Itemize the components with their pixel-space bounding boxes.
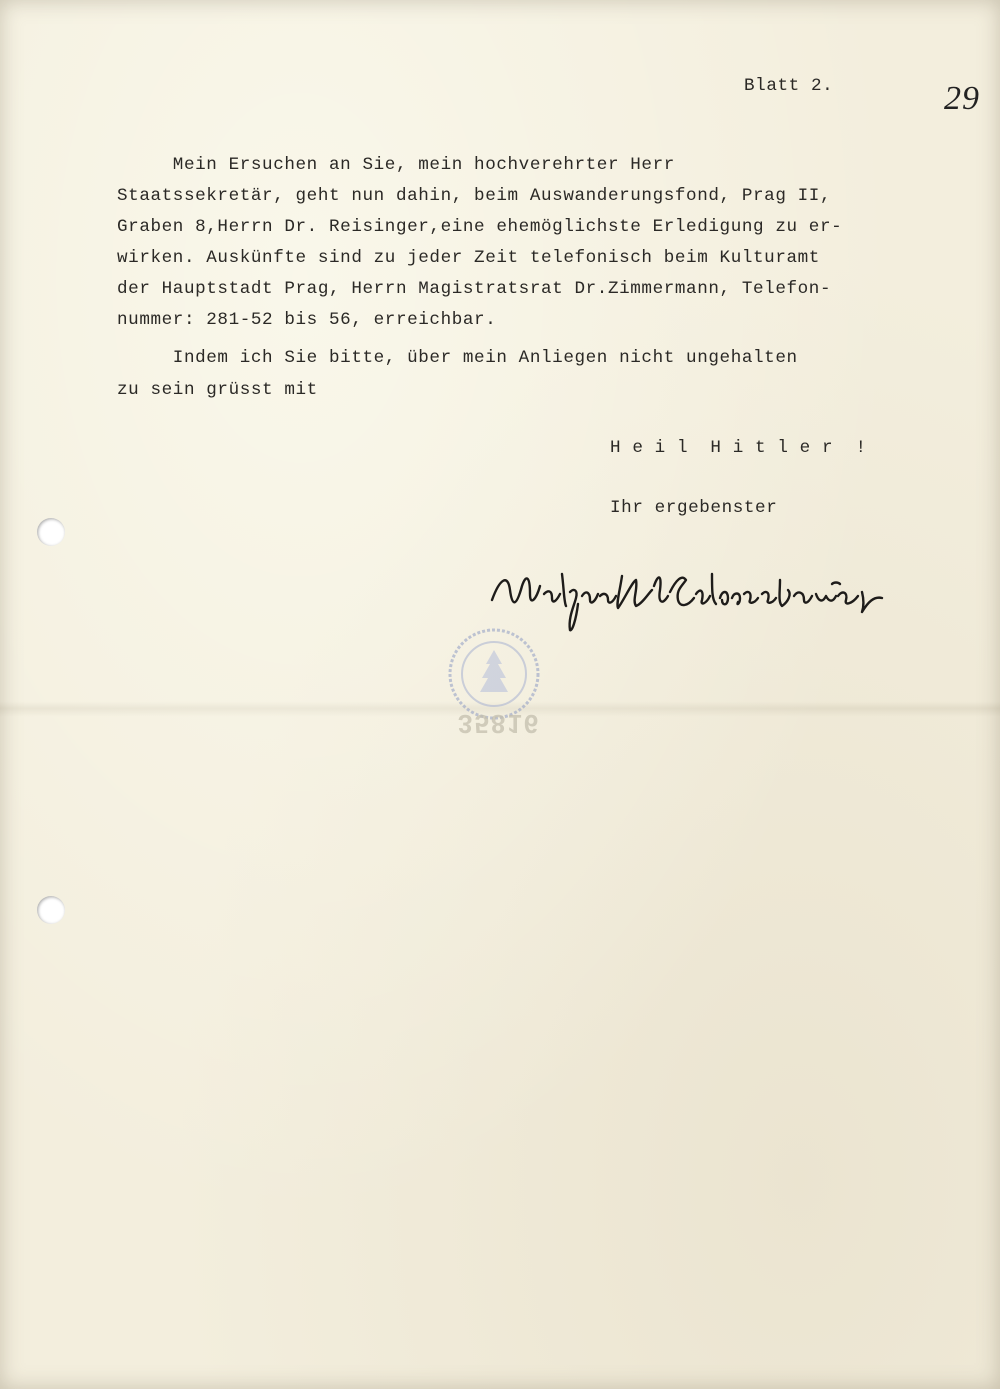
text-line: der Hauptstadt Prag, Herrn Magistratsrat Dr.Zimmermann, Telefon- xyxy=(117,279,832,299)
text-line: zu sein grüsst mit xyxy=(117,380,318,400)
text-line: Indem ich Sie bitte, über mein Anliegen nicht ungehalten xyxy=(117,348,798,368)
punch-hole xyxy=(37,896,65,924)
text-line: wirken. Auskünfte sind zu jeder Zeit telefonisch beim Kulturamt xyxy=(117,248,820,268)
folio-number: 29 xyxy=(944,80,980,117)
sheet-label: Blatt 2. xyxy=(744,76,834,96)
punch-hole xyxy=(37,518,65,546)
text-line: Staatssekretär, geht nun dahin, beim Auswanderungsfond, Prag II, xyxy=(117,186,832,206)
text-line: Graben 8,Herrn Dr. Reisinger,eine ehemöglichste Erledigung zu er- xyxy=(117,217,843,237)
text-line: nummer: 281-52 bis 56, erreichbar. xyxy=(117,310,497,330)
closing-phrase: Ihr ergebenster xyxy=(610,498,778,518)
text-line: Mein Ersuchen an Sie, mein hochverehrter Herr xyxy=(117,155,675,175)
handwritten-signature xyxy=(486,560,936,640)
stamp-number: 35816 xyxy=(458,709,541,739)
salutation: H e i l H i t l e r ! xyxy=(610,438,867,458)
